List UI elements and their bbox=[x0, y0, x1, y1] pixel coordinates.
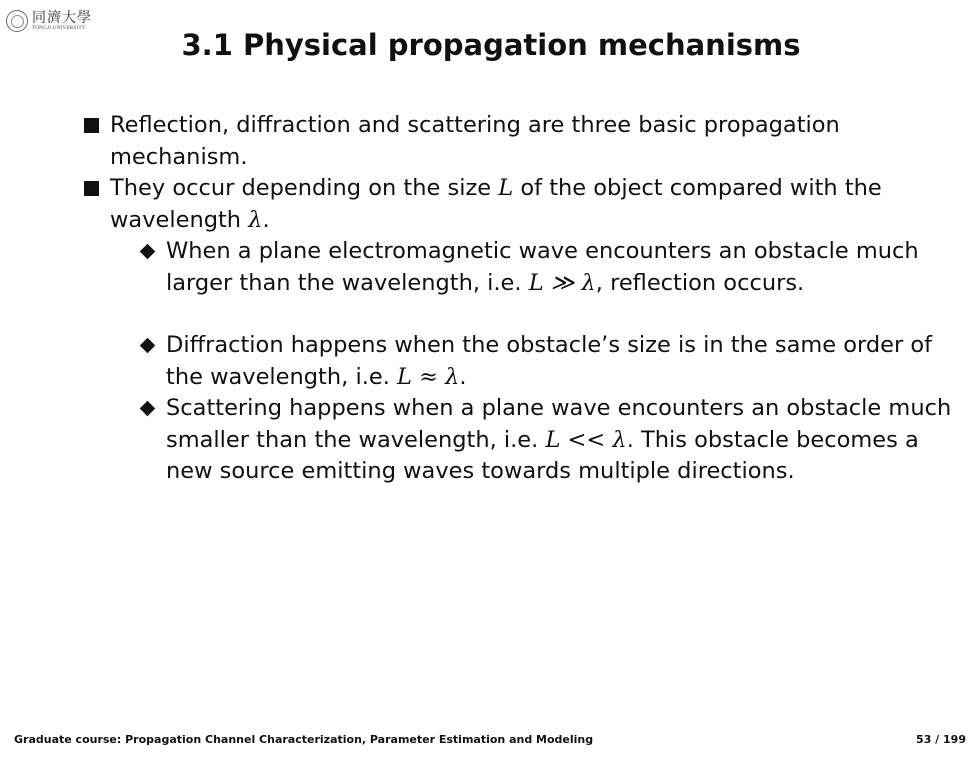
slide-content bbox=[82, 110, 952, 488]
diamond-bullet-icon bbox=[140, 244, 156, 260]
sub-bullet-text-after: , reflection occurs. bbox=[595, 269, 805, 296]
sub-bullet-text-after: . bbox=[459, 363, 467, 390]
math-expression: L << λ bbox=[545, 426, 627, 453]
sub-bullet-text-before: Diffraction happens when the obstacle’s size is in the same order of the wavelength, i.e. bbox=[166, 332, 933, 390]
logo-name-en: TONGJI UNIVERSITY bbox=[32, 26, 86, 31]
bullet-text: Reflection, diffraction and scattering are three basic propagation mechanism. bbox=[110, 112, 840, 170]
sub-bullet-reflection bbox=[138, 236, 952, 299]
slide-title: 3.1 Physical propagation mechanisms bbox=[181, 28, 801, 62]
diamond-bullet-icon bbox=[140, 338, 156, 354]
bullet-text-mid: of the object compared with the wavelength bbox=[110, 175, 882, 233]
diamond-bullet-icon bbox=[140, 401, 156, 417]
bullet-list bbox=[82, 110, 952, 488]
sub-bullet-diffraction bbox=[138, 330, 952, 393]
sub-bullet-text-before: Scattering happens when a plane wave encounters an obstacle much smaller than the wavelength, i.e. bbox=[166, 395, 952, 453]
sub-bullet-list bbox=[110, 236, 952, 488]
logo-name-cn: 同濟大學 bbox=[32, 10, 92, 26]
square-bullet-icon bbox=[84, 118, 99, 133]
math-expression: L ≈ λ bbox=[397, 363, 460, 390]
math-symbol-lambda: λ bbox=[248, 206, 263, 233]
page-number: 53 / 199 bbox=[916, 733, 966, 746]
sub-bullet-text-before: When a plane electromagnetic wave encounters an obstacle much larger than the wavelength, i.e. bbox=[166, 238, 919, 296]
footer-course-title: Graduate course: Propagation Channel Characterization, Parameter Estimation and Modeling bbox=[14, 733, 594, 746]
bullet-text-before: They occur depending on the size bbox=[110, 175, 499, 201]
bullet-item-mechanisms bbox=[82, 110, 952, 173]
sub-bullet-scattering bbox=[138, 393, 952, 488]
slide-footer bbox=[14, 733, 966, 746]
math-symbol-l: L bbox=[498, 175, 514, 201]
bullet-text-after: . bbox=[262, 206, 270, 233]
sub-bullet-text-after: . This obstacle becomes a new source emitting waves towards multiple directions. bbox=[166, 426, 919, 484]
math-expression: L ≫ λ bbox=[528, 269, 596, 296]
square-bullet-icon bbox=[84, 181, 99, 196]
bullet-item-size-dependence bbox=[82, 173, 952, 488]
